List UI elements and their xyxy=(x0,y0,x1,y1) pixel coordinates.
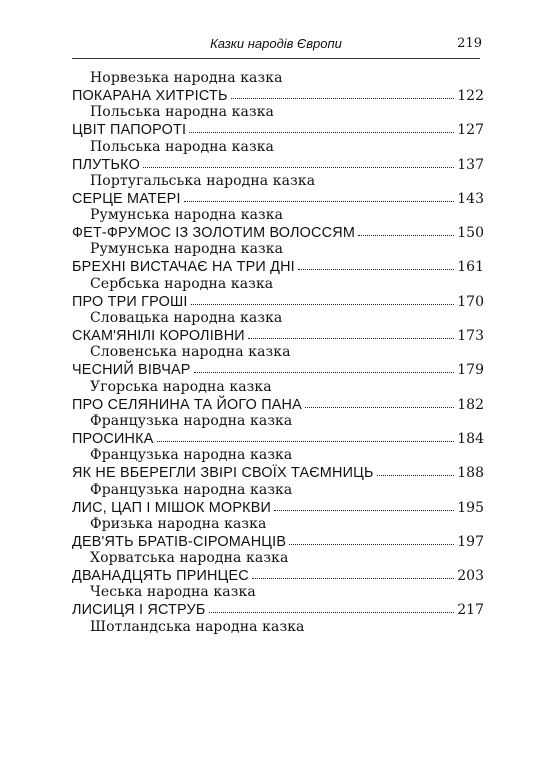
toc-entry-line xyxy=(72,397,484,413)
toc-entry-page-number: 195 xyxy=(457,499,484,516)
toc-entry-title: ПРОСИНКА xyxy=(72,430,154,447)
dot-leader xyxy=(358,234,454,236)
toc-entry-origin: Сербська народна казка xyxy=(90,275,274,292)
toc-entry-page-number: 122 xyxy=(457,88,484,104)
toc-entry-page-number: 150 xyxy=(457,225,484,242)
toc-entry-title: ДЕВ'ЯТЬ БРАТІВ-СІРОМАНЦІВ xyxy=(72,533,287,550)
running-title: Казки народів Європи xyxy=(210,36,342,51)
toc-entry-page-number: 182 xyxy=(457,396,484,413)
toc-entry-origin: Румунська народна казка xyxy=(90,241,284,258)
dot-leader xyxy=(298,268,454,270)
dot-leader xyxy=(191,303,455,305)
toc-entry xyxy=(72,584,484,618)
toc-entry-line xyxy=(72,191,484,207)
toc-entry-origin: Хорватська народна казка xyxy=(90,550,289,567)
toc-entry xyxy=(72,550,484,584)
toc-entry-title: ПРО СЕЛЯНИНА ТА ЙОГО ПАНА xyxy=(72,396,302,413)
toc-entry xyxy=(72,139,484,173)
toc-entry-title: ДВАНАДЦЯТЬ ПРИНЦЕС xyxy=(72,568,249,585)
toc-entry xyxy=(72,447,484,481)
toc-entry xyxy=(72,379,484,413)
toc-entry-page-number: 203 xyxy=(457,568,484,585)
toc-entry-origin: Шотландська народна казка xyxy=(90,618,305,635)
toc-entry xyxy=(72,173,484,207)
toc-entry-page-number: 127 xyxy=(457,122,484,139)
toc-entry xyxy=(72,276,484,310)
toc-entry-page-number: 179 xyxy=(457,362,484,379)
toc-entry xyxy=(72,104,484,138)
dot-leader xyxy=(377,474,455,476)
toc-entry-origin: Фризька народна казка xyxy=(90,515,267,532)
dot-leader xyxy=(289,543,454,545)
dot-leader xyxy=(248,337,454,339)
table-of-contents xyxy=(72,70,484,639)
toc-entry-line xyxy=(72,568,484,584)
toc-entry-origin: Французька народна казка xyxy=(90,447,293,464)
toc-entry-title: ЛИС, ЦАП І МІШОК МОРКВИ xyxy=(72,499,272,516)
page-header xyxy=(72,36,480,60)
toc-entry-title: ЯК НЕ ВБЕРЕГЛИ ЗВІРІ СВОЇХ ТАЄМНИЦЬ xyxy=(72,465,374,482)
toc-entry xyxy=(72,482,484,516)
toc-entry-origin: Польська народна казка xyxy=(90,104,275,121)
toc-entry-origin: Румунська народна казка xyxy=(90,207,284,224)
toc-entry-origin: Норвезька народна казка xyxy=(90,70,283,86)
toc-entry-origin: Французька народна казка xyxy=(90,481,293,498)
toc-entry-origin: Французька народна казка xyxy=(90,412,293,429)
toc-entry-line xyxy=(72,431,484,447)
toc-entry-page-number: 197 xyxy=(457,533,484,550)
dot-leader xyxy=(305,406,454,408)
toc-entry xyxy=(72,344,484,378)
toc-entry-line xyxy=(72,259,484,275)
toc-entry-title: ПЛУТЬКО xyxy=(72,156,140,173)
toc-entry-origin: Чеська народна казка xyxy=(90,584,256,601)
dot-leader xyxy=(252,577,454,579)
toc-entry xyxy=(72,241,484,275)
toc-entry-line xyxy=(72,465,484,481)
dot-leader xyxy=(194,371,455,373)
toc-entry xyxy=(72,70,484,104)
toc-entry-title: ЦВІТ ПАПОРОТІ xyxy=(72,122,187,139)
dot-leader xyxy=(231,97,455,99)
toc-entry-title: СКАМ'ЯНІЛІ КОРОЛІВНИ xyxy=(72,328,245,345)
toc-entry-line xyxy=(72,328,484,344)
toc-entry xyxy=(72,516,484,550)
dot-leader xyxy=(274,509,454,511)
toc-entry-line xyxy=(72,362,484,378)
toc-entry-page-number: 184 xyxy=(457,430,484,447)
dot-leader xyxy=(189,131,454,133)
dot-leader xyxy=(157,440,455,442)
toc-entry-page-number: 217 xyxy=(457,602,484,619)
dot-leader xyxy=(143,166,454,168)
header-rule xyxy=(72,58,480,59)
toc-entry-page-number: 170 xyxy=(457,293,484,310)
toc-entry-title: ЛИСИЦЯ І ЯСТРУБ xyxy=(72,602,206,619)
toc-entry-line xyxy=(72,294,484,310)
toc-entry xyxy=(72,310,484,344)
toc-entry-page-number: 173 xyxy=(457,328,484,345)
toc-entry-title: ПОКАРАНА ХИТРІСТЬ xyxy=(72,88,228,104)
toc-entry-origin: Португальська народна казка xyxy=(90,172,316,189)
toc-entry-line xyxy=(72,88,484,104)
toc-entry-page-number: 143 xyxy=(457,190,484,207)
toc-entry-line xyxy=(72,602,484,618)
toc-entry-line xyxy=(72,500,484,516)
toc-entry-line xyxy=(72,225,484,241)
toc-entry-page-number: 188 xyxy=(457,465,484,482)
toc-entry-origin: Польська народна казка xyxy=(90,138,275,155)
toc-trailing-entry xyxy=(72,619,484,639)
toc-entry-title: СЕРЦЕ МАТЕРІ xyxy=(72,190,181,207)
toc-entry-origin: Угорська народна казка xyxy=(90,378,272,395)
toc-entry-page-number: 137 xyxy=(457,156,484,173)
dot-leader xyxy=(184,200,455,202)
toc-entry-origin: Словацька народна казка xyxy=(90,310,283,327)
dot-leader xyxy=(209,611,455,613)
toc-entry-line xyxy=(72,157,484,173)
toc-entry-line xyxy=(72,534,484,550)
toc-entry-page-number: 161 xyxy=(457,259,484,276)
toc-entry-title: ЧЕСНИЙ ВІВЧАР xyxy=(72,362,191,379)
toc-entry-title: ПРО ТРИ ГРОШІ xyxy=(72,293,188,310)
page-number: 219 xyxy=(457,36,482,51)
toc-entry-origin: Словенська народна казка xyxy=(90,344,291,361)
toc-entry xyxy=(72,207,484,241)
toc-entry-line xyxy=(72,122,484,138)
toc-entry xyxy=(72,413,484,447)
toc-entry-title: БРЕХНІ ВИСТАЧАЄ НА ТРИ ДНІ xyxy=(72,259,295,276)
toc-entry-title: ФЕТ-ФРУМОС ІЗ ЗОЛОТИМ ВОЛОССЯМ xyxy=(72,225,356,242)
